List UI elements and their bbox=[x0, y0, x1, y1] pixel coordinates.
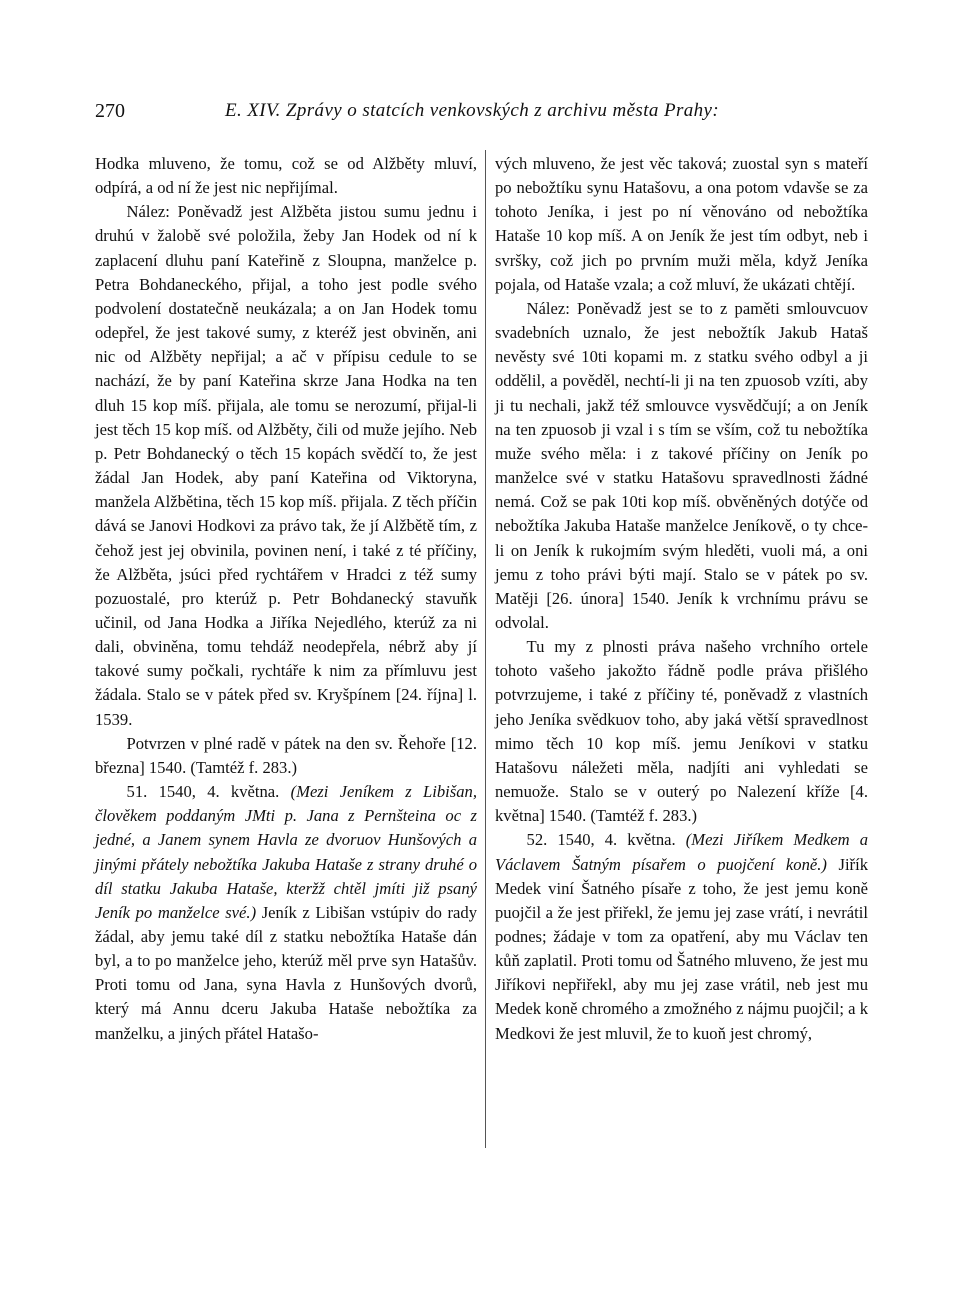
entry-number-date: 52. 1540, 4. května. bbox=[526, 830, 686, 850]
entry-paragraph bbox=[495, 828, 868, 1045]
paragraph: Tu my z plnosti práva našeho vrchního ortele tohoto vašeho jakožto řádně podle práva přišlého potvrzujeme, i také z příčiny té, poněvadž z vlastních jeho Jeníka svědkuov toho, aby jaká větší spravedlnost mimo těch 10 kop míš. jemu Jeníkovi v statku Hatašovu náležeti měla, nadjíti ani vyhledati se nemuože. Stalo se v outerý po Nalezení kříže [4. května] 1540. (Tamtéž f. 283.) bbox=[495, 637, 868, 826]
entry-summary: (Mezi Jiříkem Medkem a Václavem Šatným písařem o puojčení koně.) bbox=[495, 830, 868, 874]
page-number: 270 bbox=[95, 100, 125, 122]
right-column bbox=[495, 152, 868, 1046]
paragraph: Nález: Poněvadž jest Alžběta jistou sumu jednu i druhú v žalobě své položila, žeby Jan Hodek od ní k zaplacení dluhu paní Kateřině z Sloupna, manželce p. Petra Bohdaneckého, přijal, a toho jest podle svého podvolení dostatečně neukázala; a on Jan Hodek tomu odepřel, že jest takové sumy, z kteréž jest obviněn, ani nic od Alžběty nepřijal; a ač v přípisu cedule to se nachází, že by paní Kateřina skrze Jana Hodka na ten dluh 15 kop míš. přijala, ale tomu se nerozumí, přijal-li jest těch 15 kop míš. od Alžběty, čili od muže jejího. Neb p. Petr Bohdanecký o těch 15 kopách svědčí to, že jest žádal Jan Hodek, aby paní Kateřina od Viktoryna, manžela Alžbětina, těch 15 kop míš. přijala. Z těch příčin dává se Janovi Hodkovi za právo tak, že jí Alžbětě tím, z čehož jest jej obvinila, povinen není, i také z té příčiny, že Alžběta, jsúci před rychtářem v Hradci z též sumy pozuostalé, pro kterúž p. Petr Bohdanecký stavuňk učinil, od Jana Hodka a Jiříka Nejedlého, kterúž za ni dali, obviněna, tomu tehdáž neodepřela, nébrž aby jí takové sumy počkali, rychtáře k nim za přímluvu jest žádala. Stalo se v pátek před sv. Kryšpínem [24. října] l. 1539. bbox=[95, 202, 477, 729]
entry-text: Jiřík Medek viní Šatného písaře z toho, že jest jemu koně puojčil a že jest přiřekl, že jemu jej zase vrátí, i nevrátil podnes; žádaje v tom za opatření, aby mu Václav ten kůň zaplatil. Proti tomu od Šatného mluveno, že jest mu Jiříkovi nepřiřekl, aby mu jej zase vrátil, neb jest mu Medek koně chromého a zmožného z nájmu puojčil; a k Medkovi že jest mluvil, že to kuoň jest chromý, bbox=[495, 854, 868, 1043]
entry-paragraph bbox=[95, 780, 477, 1046]
left-column bbox=[95, 152, 477, 1046]
column-divider bbox=[485, 150, 486, 1148]
running-title: E. XIV. Zprávy o statcích venkovských z archivu města Prahy: bbox=[225, 100, 720, 121]
paragraph: Nález: Poněvadž jest se to z paměti smlouvcuov svadebních uznalo, že jest nebožtík Jakub Hataš nevěsty své 10ti kopami m. z statku svého odbyl a ji oddělil, a pověděl, nechtí-li ji na ten zpuosob vzíti, aby ji tu nechali, jakž též smlouvce vysvědčují; a on Jeník na ten zpuosob ji vzal i s tím se vším, což tu nebožtíka muže svého měla: i z takové příčiny on Jeník po manželce své v statku Hatašovu spravedlnosti žádné nemá. Což se pak 10ti kop míš. obvěněných dotýče od nebožtíka Jakuba Hataše manželce Jeníkově, o ty chce-li on Jeník k rukojmím svým hleděti, vuoli má, a oni jemu z toho právi býti mají. Stalo se v pátek po sv. Matěji [26. února] 1540. Jeník k vrchnímu právu se odvolal. bbox=[495, 298, 868, 632]
running-head bbox=[95, 100, 865, 130]
paragraph: vých mluveno, že jest věc taková; zuostal syn s mateří po nebožtíku synu Hatašovu, a ona potom vdavše se za tohoto Jeníka, i jest po ní věnováno od nebožtíka Hataše 10 kop míš. A on Jeník že jest tím odbyt, neb i svršky, což jich po prvním muži měla, když Jeníka pojala, od Hataše vzala; a což mluví, že ukázati chtějí. bbox=[495, 154, 868, 294]
entry-summary: (Mezi Jeníkem z Libišan, člověkem poddaným JMti p. Jana z Pernšteina oc z jedné, a Janem synem Havla ze dvoruov Hunšových a jinými přátely nebožtíka Jakuba Hataše z strany druhé o díl statku Jakuba Hataše, kteržž chtěl jmíti již psaný Jeník po manželce své.) bbox=[95, 782, 477, 922]
paragraph: Potvrzen v plné radě v pátek na den sv. Řehoře [12. března] 1540. (Tamtéž f. 283.) bbox=[95, 733, 477, 777]
entry-number-date: 51. 1540, 4. května. bbox=[126, 782, 291, 802]
entry-text: Jeník z Libišan vstúpiv do rady žádal, aby jemu také díl z statku nebožtíka Hataše dán byl, a to po manželce jeho, kterúž měl prve syn Hatašův. Proti tomu od Jana, syna Havla z Hunšových dvorů, který má Annu dceru Jakuba Hataše nebožtíka za manželku, a jiných přátel Hatašo- bbox=[95, 902, 477, 1043]
paragraph: Hodka mluveno, že tomu, což se od Alžběty mluví, odpírá, a od ní že jest nic nepřijímal. bbox=[95, 154, 477, 198]
